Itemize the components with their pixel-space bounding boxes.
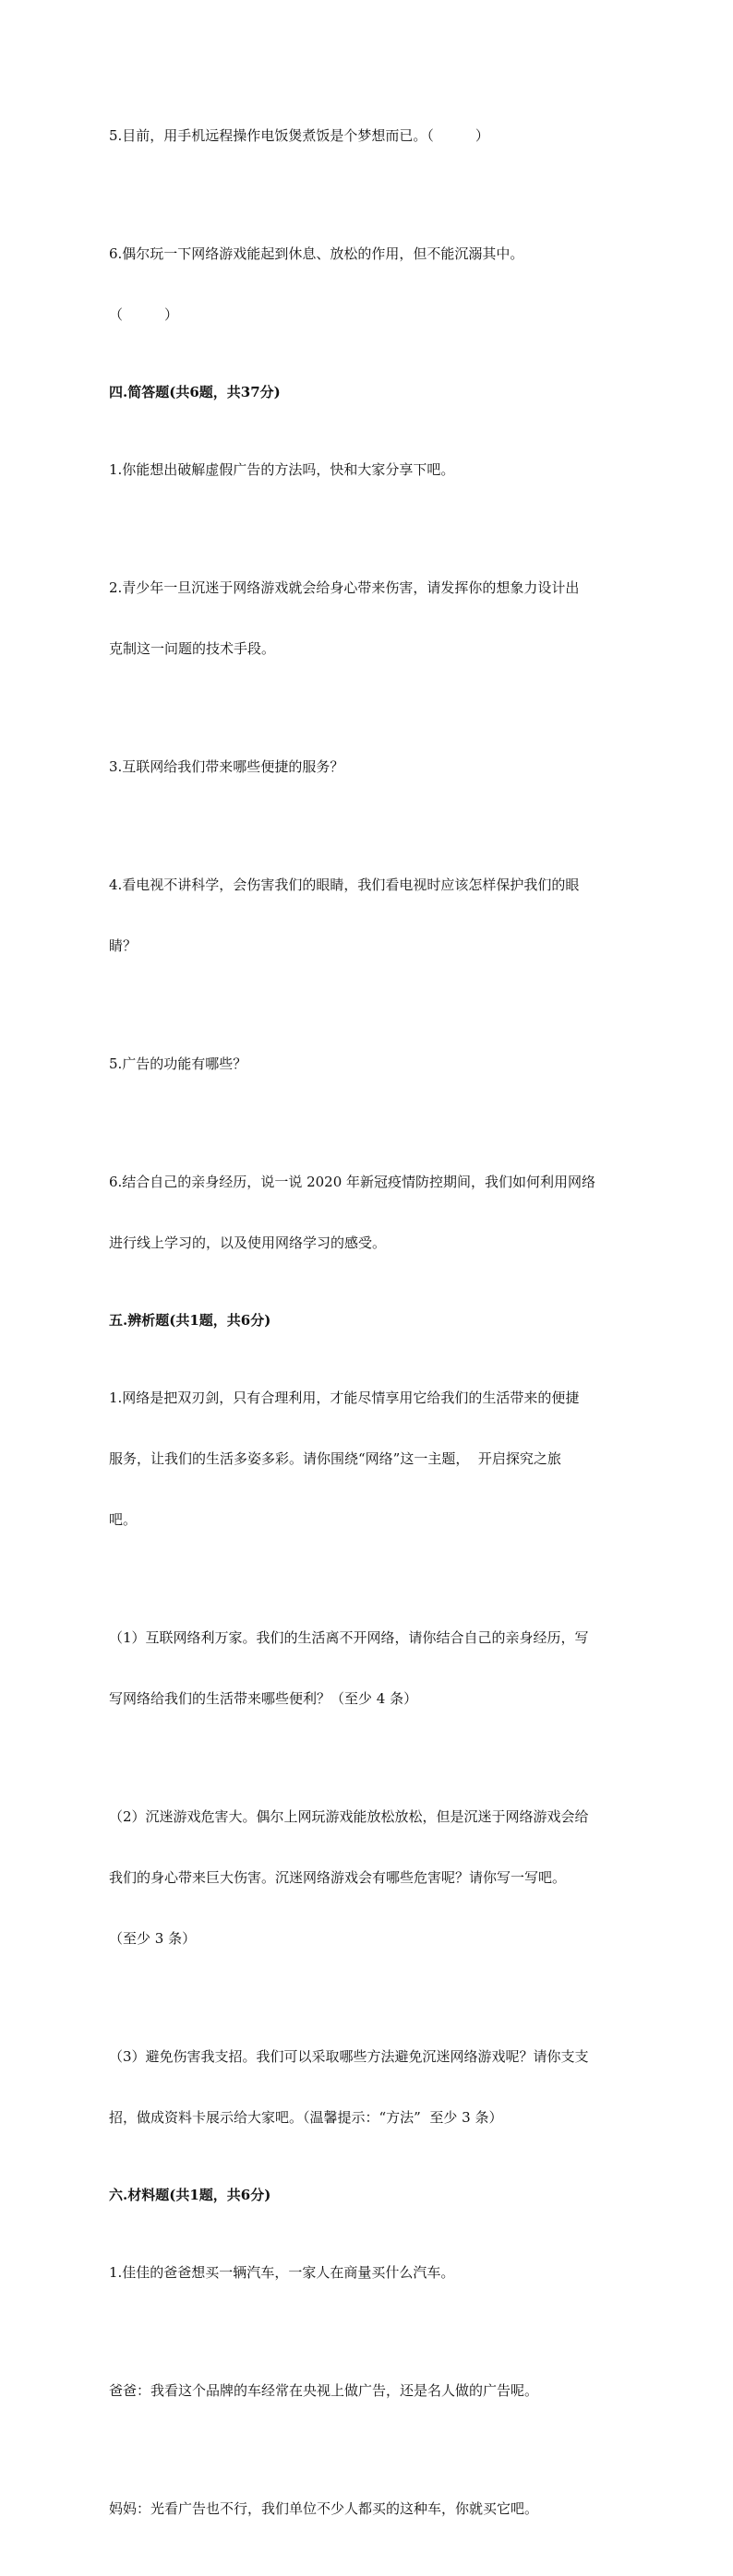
- question-text: （1）互联网络利万家。我们的生活离不开网络，请你结合自己的亲身经历，写: [109, 1629, 589, 1646]
- question-text: 招，做成资料卡展示给大家吧。（温馨提示：“方法” 至少 3 条）: [109, 2109, 503, 2126]
- question-6-1: [109, 2222, 628, 2323]
- answer-blank: （ ）: [109, 306, 179, 323]
- question-text: 1.佳佳的爸爸想买一辆汽车，一家人在商量买什么汽车。: [109, 2264, 455, 2281]
- question-text: 进行线上学习的，以及使用网络学习的感受。: [109, 1234, 387, 1251]
- question-5-1-part-1: [109, 1587, 628, 1749]
- question-text: 5.目前，用手机远程操作电饭煲煮饭是个梦想而已。（ ）: [109, 127, 489, 144]
- question-4-1: [109, 419, 628, 520]
- question-text: 6.偶尔玩一下网络游戏能起到休息、放松的作用，但不能沉溺其中。: [109, 245, 524, 262]
- question-3-5: [109, 85, 628, 186]
- question-text: 我们的身心带来巨大伤害。沉迷网络游戏会有哪些危害呢？请你写一写吧。: [109, 1869, 567, 1886]
- section-6-heading: 六.材料题(共1题，共6分): [109, 2187, 271, 2203]
- question-5-1-part-2: [109, 1766, 628, 1989]
- question-4-3: [109, 716, 628, 817]
- question-text: 写网络给我们的生活带来哪些便利？（至少 4 条）: [109, 1690, 418, 1707]
- question-text: 5.广告的功能有哪些？: [109, 1055, 247, 1072]
- dialogue-dad: [109, 2340, 628, 2441]
- question-text: 2.青少年一旦沉迷于网络游戏就会给身心带来伤害，请发挥你的想象力设计出: [109, 579, 580, 596]
- dialogue-mom: [109, 2458, 628, 2559]
- question-4-4: [109, 834, 628, 996]
- question-text: 克制这一问题的技术手段。: [109, 640, 276, 657]
- question-5-1-part-3: [109, 2006, 628, 2168]
- question-text: 睛？: [109, 937, 138, 954]
- question-text: （3）避免伤害我支招。我们可以采取哪些方法避免沉迷网络游戏呢？请你支支: [109, 2048, 589, 2065]
- question-4-5: [109, 1013, 628, 1115]
- question-text: 6.结合自己的亲身经历，说一说 2020 年新冠疫情防控期间，我们如何利用网络: [109, 1174, 596, 1190]
- document-page: [109, 85, 628, 2576]
- question-4-6: [109, 1131, 628, 1294]
- question-text: （至少 3 条）: [109, 1930, 197, 1947]
- dialogue-text: 爸爸：我看这个品牌的车经常在央视上做广告，还是名人做的广告呢。: [109, 2382, 539, 2399]
- question-3-6: [109, 203, 628, 365]
- question-text: （2）沉迷游戏危害大。偶尔上网玩游戏能放松放松，但是沉迷于网络游戏会给: [109, 1808, 589, 1825]
- question-text: 4.看电视不讲科学，会伤害我们的眼睛，我们看电视时应该怎样保护我们的眼: [109, 877, 580, 893]
- question-text: 服务，让我们的生活多姿多彩。请你围绕“网络”这一主题， 开启探究之旅: [109, 1450, 561, 1467]
- section-5-heading: 五.辨析题(共1题，共6分): [109, 1312, 271, 1329]
- question-5-1: [109, 1347, 628, 1570]
- question-text: 吧。: [109, 1511, 138, 1528]
- question-4-2: [109, 537, 628, 699]
- dialogue-text: 妈妈：光看广告也不行，我们单位不少人都买的这种车，你就买它吧。: [109, 2500, 539, 2517]
- question-text: 1.你能想出破解虚假广告的方法吗，快和大家分享下吧。: [109, 461, 455, 478]
- question-text: 1.网络是把双刃剑，只有合理利用，才能尽情享用它给我们的生活带来的便捷: [109, 1389, 580, 1406]
- question-text: 3.互联网给我们带来哪些便捷的服务？: [109, 758, 344, 775]
- section-4-heading: 四.简答题(共6题，共37分): [109, 384, 281, 400]
